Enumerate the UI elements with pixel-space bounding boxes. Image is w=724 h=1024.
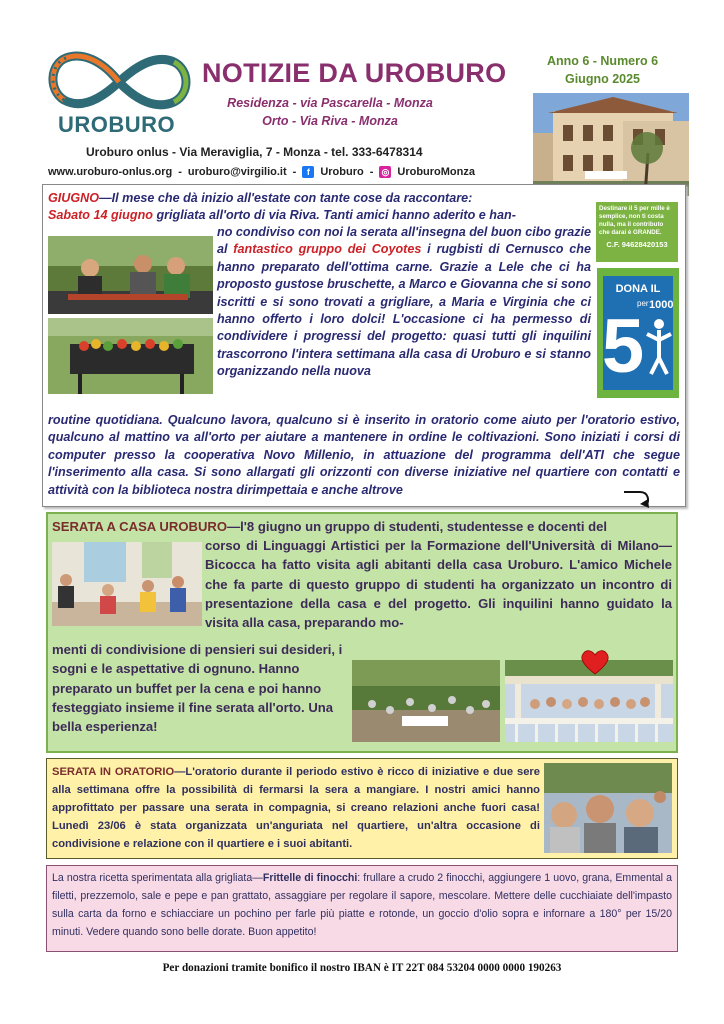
logo-text: UROBURO [58,112,176,137]
grill-photo-people [48,236,213,314]
coyotes-highlight: fantastico gruppo dei Coyotes [233,242,422,257]
ricetta-text [52,869,672,941]
subtitle-residenza: Residenza - via Pascarella - Monza [227,96,433,110]
issue-info [530,52,675,88]
subtitle-orto: Orto - Via Riva - Monza [262,114,398,128]
giugno-body-b: i rugbisti di Cernusco che hanno preparato dell'ottima carne. Grazie a Lele che ci ha proposto gustose bruschette, a Marco e Giovanna che si sono iscritti e si sono trovati a grigliare, a Maria e Virginia che ci hanno offerto i loro dolci! L'occasione ci ha permesso di condividere i progressi del progetto: quasi tutti gli inquilini trascorrono l'intera settimana alla casa di Uroburo e si stanno organizzando nella nuova [217,242,591,379]
giugno-continued: routine quotidiana. Qualcuno lavora, qualcuno si è inserito in oratorio come aiuto per l'oratorio estivo, qualcuno al mattino va all'orto per aiutare a mantenere in ordine le coltivazioni. Sono iniziati i corsi di computer presso la cooperativa Novo Millenio, in attuazione del programma dell'ATI che segue l'inserimento alla casa. Si sono allargati gli orizzonti con diverse iniziative nel quartiere con contatti e attività con la biblioteca nostra dirimpettaia e anche altrove [48,413,680,497]
tax-code: C.F. 94628420153 [606,240,668,249]
serata-casa-label: SERATA A CASA UROBURO [52,519,228,534]
website-link[interactable]: www.uroburo-onlus.org [48,166,173,178]
issue-number: Anno 6 - Numero 6 [546,54,659,68]
contact-line: Uroburo onlus - Via Meraviglia, 7 - Monza - tel. 333-6478314 [86,145,423,159]
serata-casa-body2: menti di condivisione di pensieri sui desideri, i sogni e le aspettative di ognuno. Hanno preparato un buffet per la cena e poi hanno festeggiato insieme il fine serata all'orto. Una bella esperienza! [52,642,343,735]
donate-5x1000-note [596,202,678,262]
separator: - [292,166,297,178]
instagram-icon: ◎ [379,166,391,178]
students-visit-photo [52,542,202,626]
giugno-body [217,224,591,381]
serata-casa-lead [52,517,672,536]
facebook-link[interactable]: Uroburo [320,166,364,178]
giugno-intro [48,190,596,225]
separator: - [178,166,182,178]
serata-casa-line1: —l'8 giugno un gruppo di studenti, studentesse e docenti del [227,519,608,534]
date-highlight: Sabato 14 giugno [48,208,153,223]
per-mille-badge [597,268,679,398]
newsletter-title: NOTIZIE DA UROBURO [202,58,507,88]
giugno-label: GIUGNO [48,191,100,205]
facebook-icon: f [302,166,314,178]
giugno-intro-text: grigliata all'orto di via Riva. Tanti amici hanno aderito e han- [152,208,516,223]
iban-footer: Per donazioni tramite bonifico il nostro IBAN è IT 22T 084 53204 0000 0000 190263 [162,962,562,974]
oratorio-label: SERATA IN ORATORIO [52,766,175,778]
email-link[interactable]: uroburo@virgilio.it [187,166,287,178]
issue-date: Giugno 2025 [564,72,641,86]
per-mille-per: per [637,299,649,308]
garden-party-photo [352,660,500,742]
ricetta-intro: La nostra ricetta sperimentata alla grigliata— [52,872,263,884]
giugno-lead: —Il mese che dà inizio all'estate con tante cose da raccontare: [99,191,473,205]
contact-web-row [48,166,475,178]
per-mille-1000: 1000 [649,299,674,311]
oratorio-selfie-photo [544,763,672,853]
per-mille-number: 5 [601,304,645,389]
heart-icon [580,648,610,676]
per-mille-top: DONA IL [615,283,661,295]
instagram-link[interactable]: UroburoMonza [397,166,475,178]
separator: - [369,166,374,178]
ricetta-body: : frullare a crudo 2 finocchi, aggiungere 1 uovo, grana, Emmental a filetti, prezzemolo, sale e pepe e pan grattato, assaggiare per regolare il sapore, mescolare. Mettere delle cucchiaiate dell'impasto sulla carta da forno e schiacciare un pochino per farle più piatte e rotonde, un goccio d'olio sopra e infornare a 180° per 15/20 minuti. Vedere quando sono belle dorate. Buon appetito! [52,872,672,938]
oratorio-text [52,763,540,853]
giugno-body-a: no condiviso con noi la serata all'insegna del buon cibo grazie al [217,225,591,257]
serata-casa-body: corso di Linguaggi Artistici per la Formazione dell'Università di Milano—Bicocca ha fatto visita agli abitanti della casa Uroburo. L'amico Michele che fa parte di questo gruppo di studenti ha organizzato un incontro di presentazione della casa e del progetto. Gli inquilini hanno guidato la visita alla casa, preparando mo- [205,538,672,631]
house-photo [533,93,689,196]
donate-text: Destinare il 5 per mille è semplice, non ti costa nulla, ma il contributo che darai è GRANDE. [599,205,670,236]
oratorio-body: —L'oratorio durante il periodo estivo è ricco di iniziative e due sere alla settimana offre la possibilità di fermarsi la sera a mangiare. I nostri amici hanno approfittato per passare una serata in compagnia, si creano relazioni anche fuori casa! Lunedì 23/06 è stata organizzata un'anguriata nel quartiere, un'altra occasione di condivisione e relazione con il quartiere e i suoi abitanti. [52,766,540,850]
ricetta-name: Frittelle di finocchi [262,872,358,884]
grill-photo-vegetables [48,318,213,394]
